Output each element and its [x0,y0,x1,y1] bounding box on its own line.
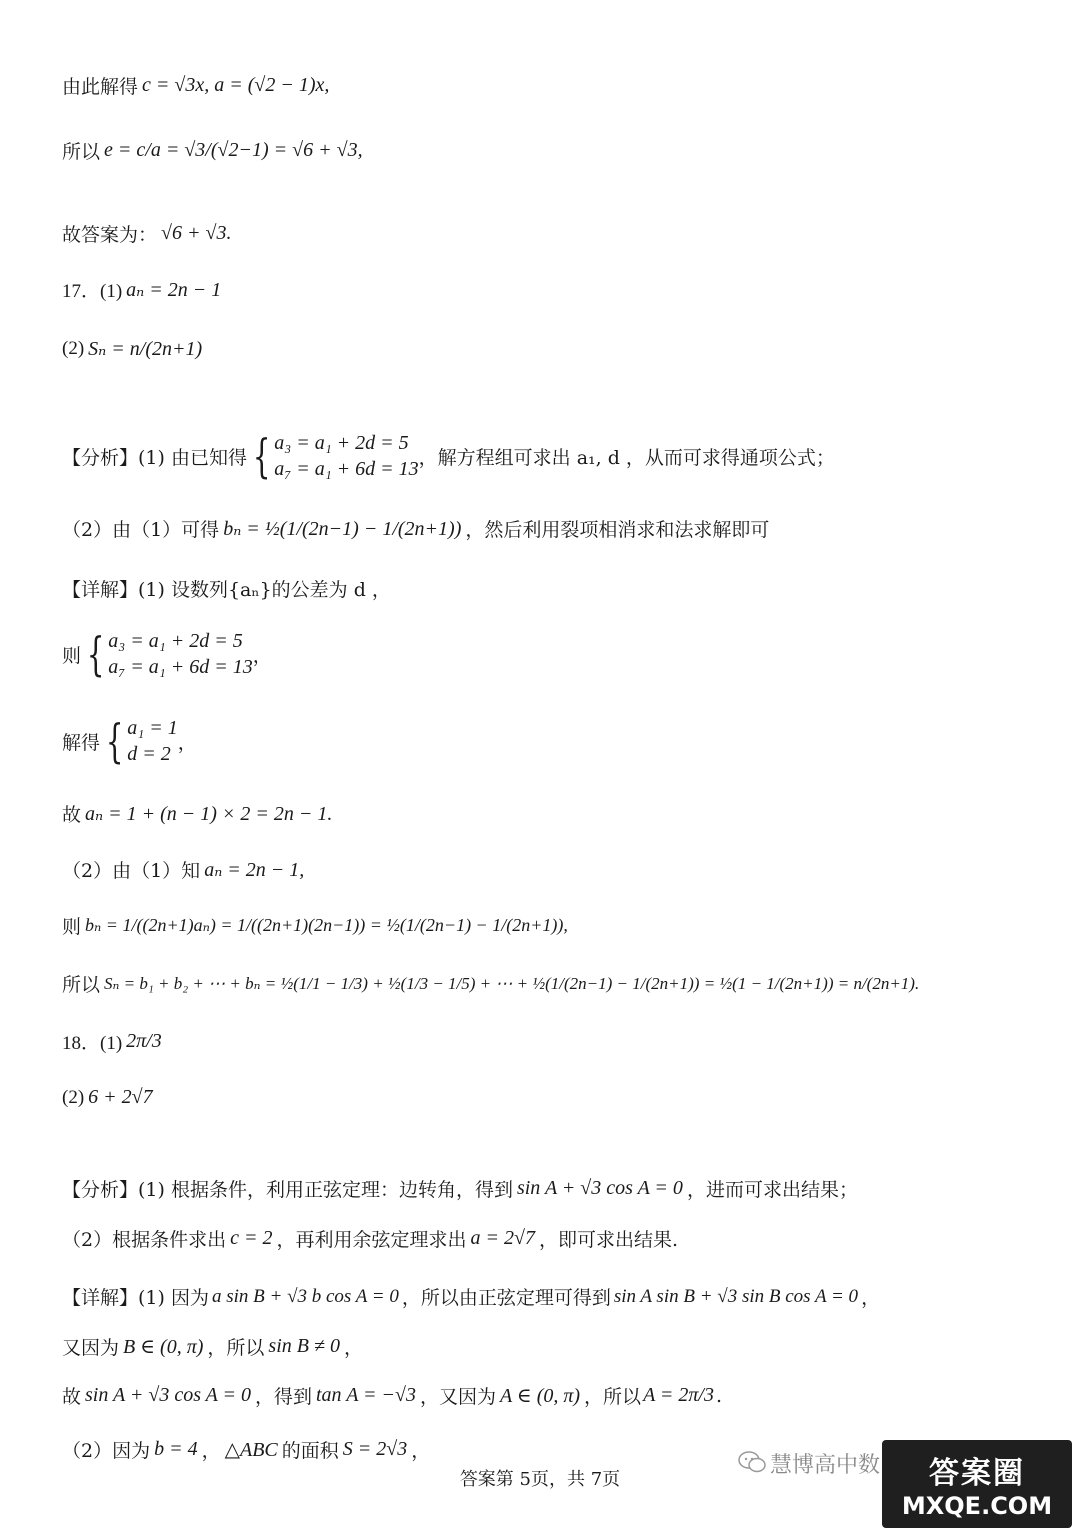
solution-line-2 [62,137,363,164]
math-expression: c = 2 [230,1227,273,1249]
brace-glyph: { [105,714,124,768]
detail-angle-a [62,1382,722,1409]
math-expression: a = 2√7 [470,1227,535,1249]
line-text: ，然后利用裂项相消求和法求解即可 [465,519,770,541]
question-number: 18．(1) [62,1033,123,1054]
line-text: ，又因为 [420,1386,497,1408]
line-text: 【详解】(1) 因为 [62,1287,209,1309]
analysis-17-1 [62,430,835,482]
line-text: 【详解】(1) 设数列{aₙ}的公差为 d ， [62,579,391,601]
detail-bn [62,912,568,939]
line-text: 的面积 [281,1440,339,1462]
line-text: 解得 [62,731,101,754]
watermark-account: 慧博高中数 [770,1453,881,1478]
line-text: 故 [62,804,82,826]
math-expression: S = 2√3 [342,1438,408,1460]
detail-solve [62,715,197,767]
line-text: . [716,1384,723,1407]
line-text: 所以 [62,974,101,996]
line-text: 又因为 [62,1337,120,1359]
math-expression: Sₙ = n/(2n+1) [88,338,203,360]
equation-system [100,715,178,767]
line-text: 【分析】(1) 根据条件，利用正弦定理：边转角，得到 [62,1179,513,1201]
math-expression: sin A + √3 cos A = 0 [516,1177,683,1199]
line-text: ，即可求出结果. [538,1229,679,1251]
line-text: ， [252,644,272,667]
line-text: ，进而可求出结果； [686,1179,858,1201]
line-text: ， [177,731,197,754]
analysis-18-2 [62,1225,678,1252]
math-expression: A ∈ (0, π) [500,1385,581,1407]
equation-system [247,430,419,482]
math-expression: √6 + √3. [161,222,232,244]
line-text: 由此解得 [62,76,139,98]
math-expression: 6 + 2√7 [88,1086,153,1108]
line-text: 所以 [62,141,101,163]
line-text: ， [861,1287,881,1309]
line-text: ，解方程组可求出 a₁, d ，从而可求得通项公式； [418,446,835,469]
line-text: 故 [62,1386,82,1408]
line-text: ，所以由正弦定理可得到 [401,1287,611,1309]
line-text: ，所以 [584,1386,642,1408]
logo-text: 答案圈 [929,1456,1025,1491]
math-expression: c = √3x, a = (√2 − 1)x, [142,74,330,96]
math-expression: 2π/3 [126,1030,162,1052]
detail-17-1 [62,575,391,602]
system-row: a₇ = a₁ + 6d = 13 [274,458,419,480]
page-footer: 答案第 5页，共 7页 [459,1469,621,1490]
system-row: a₇ = a₁ + 6d = 13 [108,656,253,678]
system-row: a₃ = a₁ + 2d = 5 [274,432,409,454]
line-text: 则 [62,644,82,667]
answer-18-2 [62,1086,153,1109]
math-expression: a sin B + √3 b cos A = 0 [211,1285,399,1307]
line-text: （2）由（1）知 [62,860,201,882]
math-expression: Sₙ = b₁ + b₂ + ⋯ + bₙ = ½(1/1 − 1/3) + ½(1/3 − 1/5) + ⋯ + ½(1/(2n−1) − 1/(2n+1)) = ½(1 − 1/(2n+1)) = n/(2n+1). [104,973,920,993]
math-expression: A = 2π/3 [643,1384,714,1406]
brace-glyph: { [86,627,105,681]
line-text: （2）根据条件求出 [62,1229,227,1251]
system-row: a₃ = a₁ + 2d = 5 [108,630,243,652]
answer-17-2 [62,336,202,361]
line-text: 故答案为： [62,224,158,246]
equation-system [81,628,253,680]
solution-line-3 [62,220,231,247]
math-expression: tan A = −√3 [316,1384,417,1406]
math-expression: bₙ = 1/((2n+1)aₙ) = 1/((2n+1)(2n−1)) = ½(1/(2n−1) − 1/(2n+1)), [85,915,568,935]
line-text: ，得到 [254,1386,312,1408]
detail-sn [62,970,919,997]
logo-domain: MXQE.COM [901,1492,1053,1520]
detail-system [62,628,272,680]
detail-18-2 [62,1436,430,1463]
analysis-17-2 [62,515,769,542]
line-text: （2）因为 [62,1440,151,1462]
math-expression: △ABC [224,1439,278,1461]
detail-18-1 [62,1283,880,1310]
math-expression: b = 4 [154,1438,198,1460]
math-expression: aₙ = 2n − 1 [126,279,222,301]
math-expression: e = c/a = √3/(√2−1) = √6 + √3, [104,139,363,161]
math-expression: aₙ = 2n − 1, [204,859,305,881]
question-part: (2) [62,337,85,359]
wechat-icon [738,1450,766,1474]
line-text: ，所以 [207,1337,265,1359]
math-expression: B ∈ (0, π) [123,1336,204,1358]
analysis-18-1 [62,1175,858,1202]
brace-glyph: { [252,429,271,483]
detail-general-term [62,800,332,827]
answer-18-1 [62,1028,162,1055]
math-expression: sin A sin B + √3 sin B cos A = 0 [613,1285,859,1307]
line-text: 则 [62,916,82,938]
question-number: 17．(1) [62,281,123,302]
system-row: d = 2 [127,743,171,765]
watermark [720,1440,1080,1528]
line-text: ，再利用余弦定理求出 [276,1229,467,1251]
solution-line-1 [62,72,329,99]
line-text: ， [201,1440,221,1462]
math-expression: sin B ≠ 0 [268,1335,340,1357]
math-expression: sin A + √3 cos A = 0 [85,1384,251,1406]
line-text: ， [343,1337,363,1359]
site-logo [882,1440,1072,1528]
system-row: a₁ = 1 [127,717,178,739]
math-expression: bₙ = ½(1/(2n−1) − 1/(2n+1)) [223,518,462,540]
line-text: （2）由（1）可得 [62,519,220,541]
math-expression: aₙ = 1 + (n − 1) × 2 = 2n − 1. [85,803,333,825]
answer-17-1 [62,276,221,303]
detail-17-2 [62,856,304,883]
line-text: 【分析】(1) 由已知得 [62,446,247,469]
line-text: ， [411,1440,431,1462]
question-part: (2) [62,1086,85,1108]
detail-b-range [62,1333,363,1360]
